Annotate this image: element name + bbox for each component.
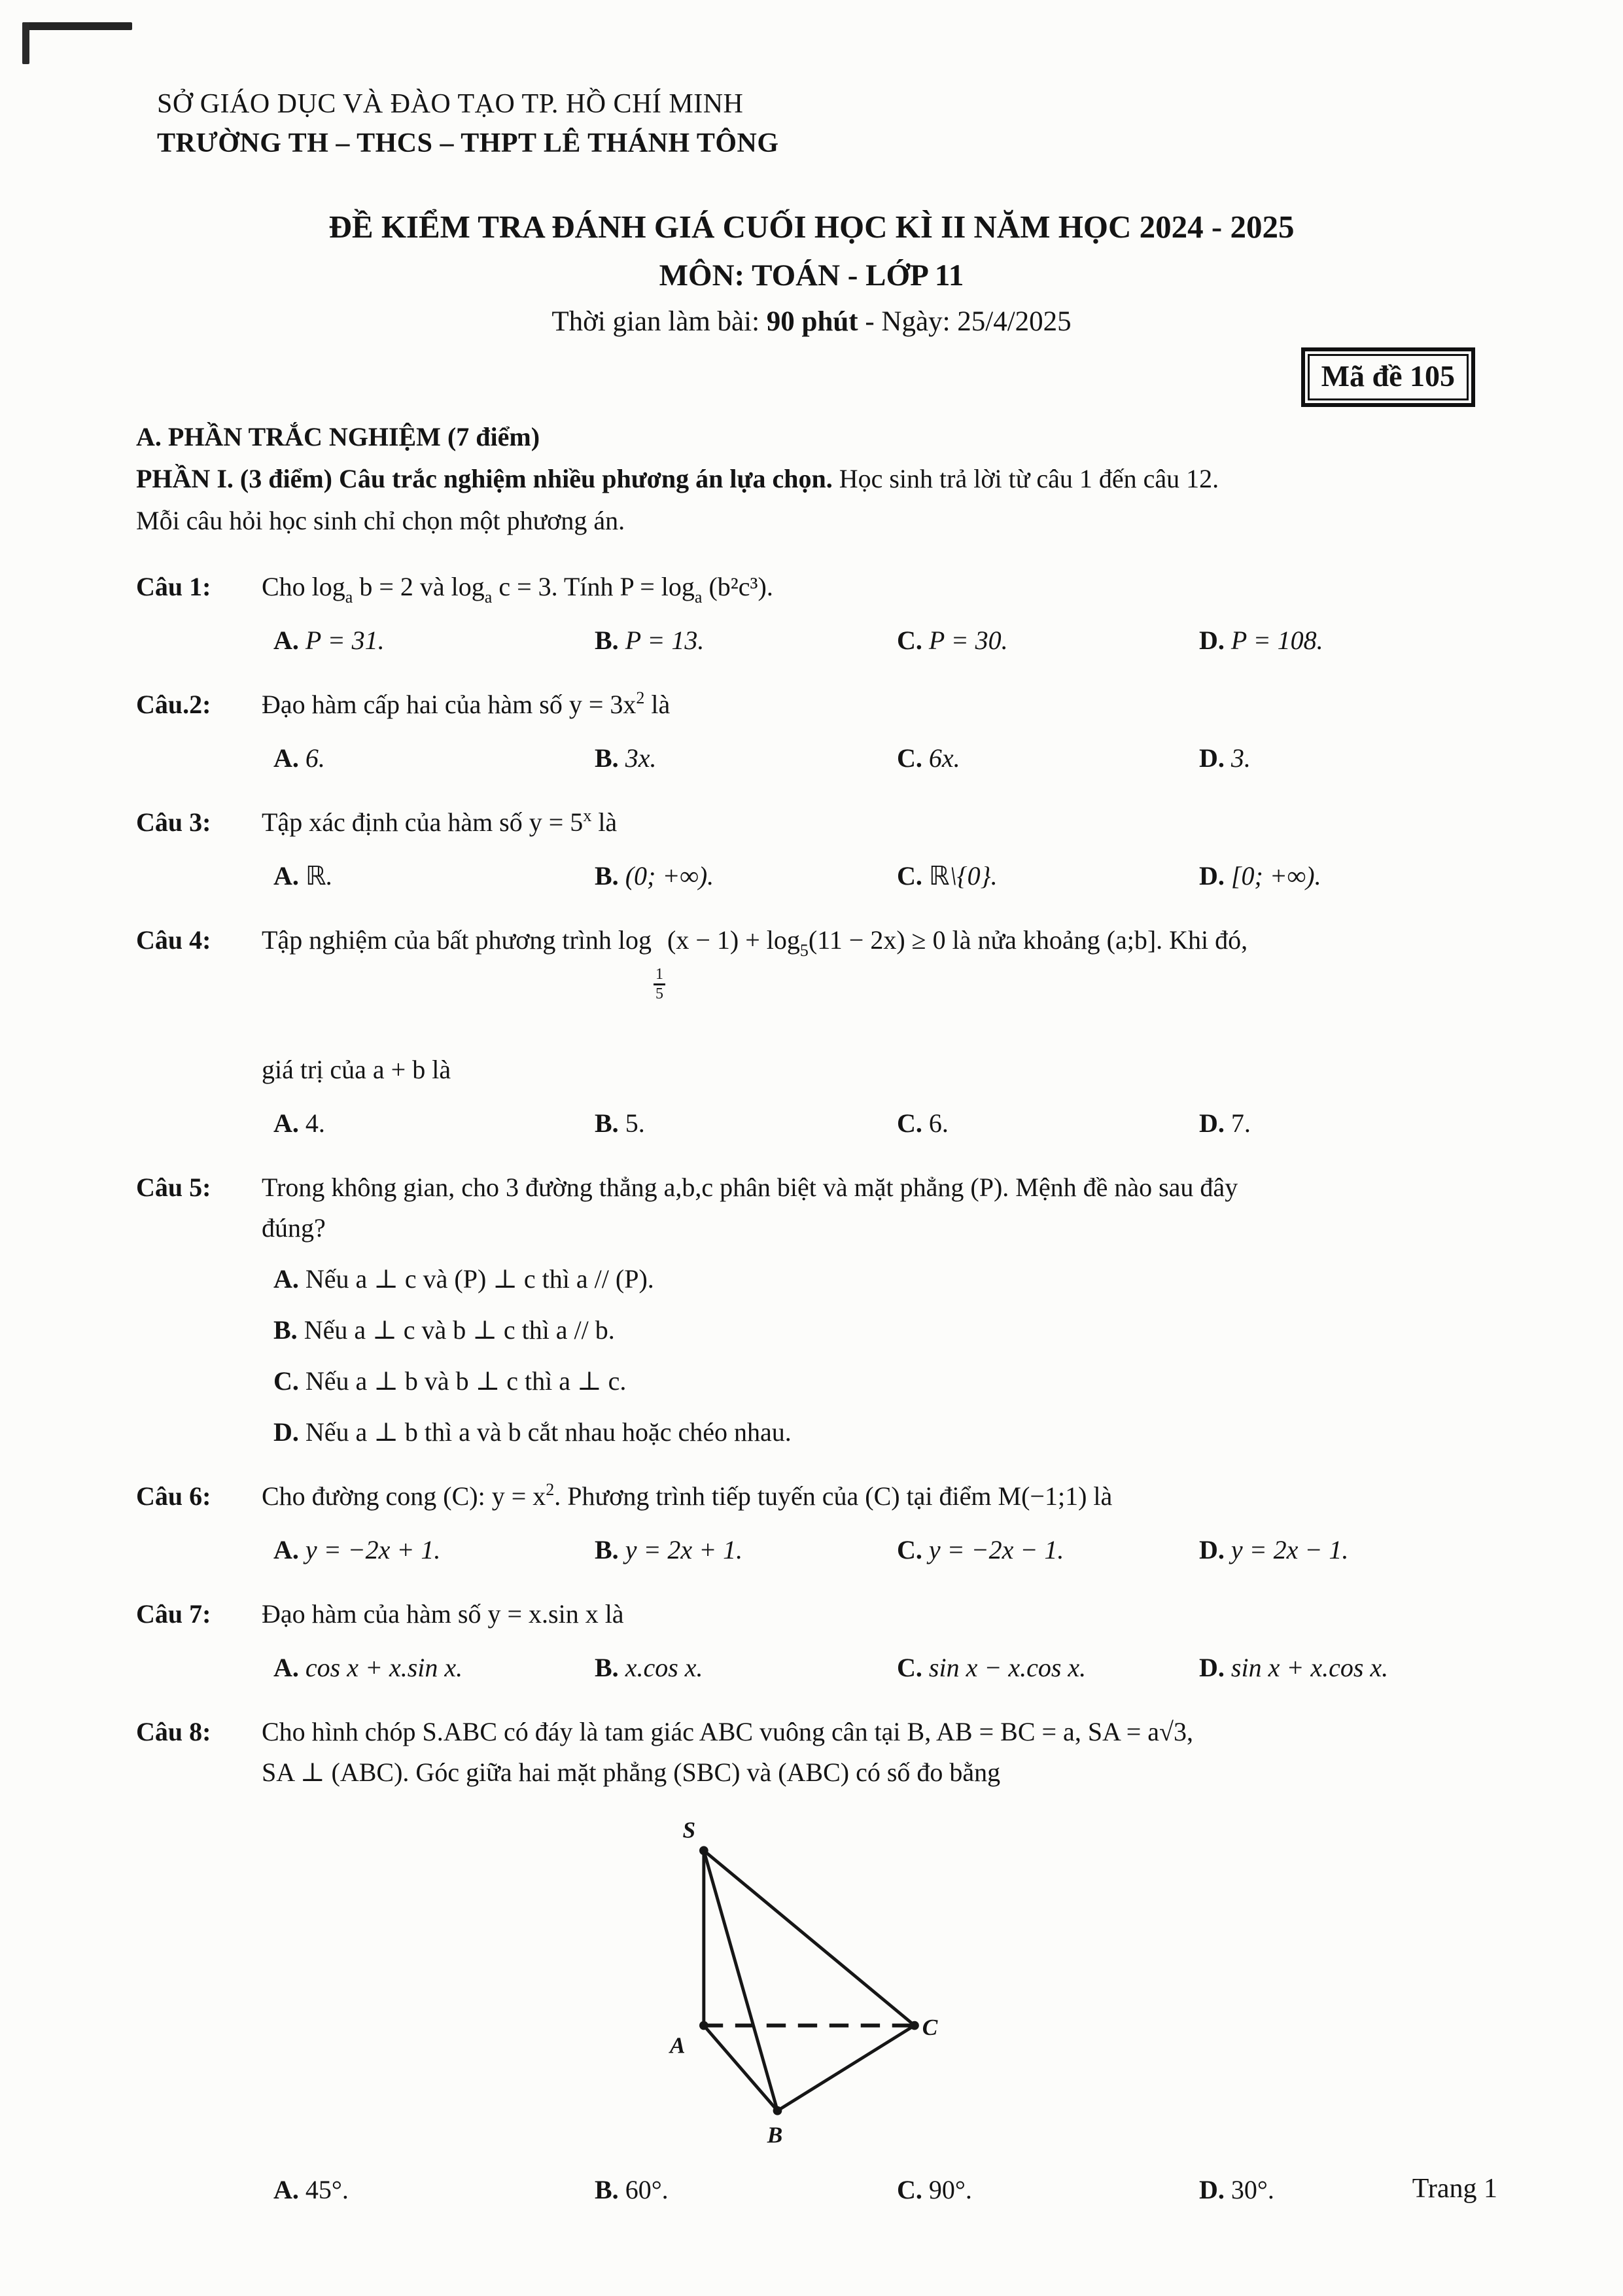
edge-BC	[777, 2026, 915, 2111]
vertex-C-dot	[910, 2021, 919, 2030]
options-row	[262, 1648, 1525, 1688]
exam-code-row	[0, 347, 1623, 407]
question-3	[136, 802, 1525, 896]
option-a: A. ℝ.	[273, 860, 333, 891]
figure-vertex-S: S	[682, 1818, 696, 1844]
question-8	[136, 1712, 1525, 2210]
option-b: B. P = 13.	[595, 625, 705, 655]
options-row	[262, 620, 1525, 661]
math-superscript: 2	[546, 1480, 555, 1500]
math-fraction: $\frac{1}{5}$	[654, 966, 665, 1003]
vertex-A-dot	[699, 2021, 708, 2030]
exam-time: Thời gian làm bài: 90 phút - Ngày: 25/4/2025	[551, 306, 1072, 337]
option-a: A. 45°.	[273, 2175, 349, 2205]
question-2	[136, 684, 1525, 779]
option-c: C. 6x.	[897, 743, 960, 773]
question-text-line2: SA ⊥ (ABC). Góc giữa hai mặt phẳng (SBC) và (ABC) có số đo bằng	[262, 1757, 1001, 1788]
option-d: D. Nếu a ⊥ b thì a và b cắt nhau hoặc chéo nhau.	[273, 1417, 792, 1447]
option-c: C. y = −2x − 1.	[897, 1535, 1064, 1565]
question-text: Cho hình chóp S.ABC có đáy là tam giác ABC vuông cân tại B, AB = BC = a, SA = a√3,	[262, 1717, 1194, 1747]
option-c: C. sin x − x.cos x.	[897, 1653, 1087, 1683]
part-instruction: PHẦN I. (3 điểm) Câu trắc nghiệm nhiều phương án lựa chọn. Học sinh trả lời từ câu 1 đến câu 12.	[136, 463, 1219, 493]
figure-vertex-C: C	[922, 2015, 938, 2041]
option-b: B. 5.	[595, 1108, 645, 1139]
option-a: A. 6.	[273, 743, 325, 773]
exam-code: Mã đề 105	[1308, 354, 1469, 400]
option-b: B. 60°.	[595, 2175, 669, 2205]
options-row	[262, 738, 1525, 779]
title-block	[0, 206, 1623, 340]
exam-code-box	[1301, 347, 1475, 407]
option-d: D. 30°.	[1199, 2175, 1274, 2205]
question-text: Tập xác định của hàm số $y = 5^x$ là	[262, 805, 618, 837]
figure-vertex-B: B	[767, 2123, 783, 2149]
pyramid-figure	[638, 1807, 945, 2154]
option-b: B. (0; +∞).	[595, 860, 714, 891]
math-subscript: a	[345, 587, 353, 607]
option-b: B. 3x.	[595, 743, 657, 773]
question-7	[136, 1594, 1525, 1688]
options-column	[262, 1259, 1525, 1453]
question-label: Câu 1:	[136, 571, 211, 601]
document-header	[0, 0, 1623, 163]
option-d: D. P = 108.	[1199, 625, 1323, 655]
question-label: Câu 4:	[136, 925, 211, 955]
figure-vertex-A: A	[669, 2033, 686, 2059]
question-text: Cho đường cong (C): $y = x^2$. Phương trình tiếp tuyến của (C) tại điểm M(−1;1) là	[262, 1480, 1113, 1511]
edge-SB	[704, 1851, 778, 2111]
options-row	[262, 1530, 1525, 1570]
option-a: A. y = −2x + 1.	[273, 1535, 441, 1565]
option-b: B. Nếu a ⊥ c và b ⊥ c thì a // b.	[273, 1315, 615, 1345]
question-label: Câu 3:	[136, 807, 211, 837]
question-6	[136, 1476, 1525, 1570]
math-subscript: 5	[799, 940, 809, 960]
option-c: C. P = 30.	[897, 625, 1008, 655]
option-d: D. [0; +∞).	[1199, 860, 1321, 891]
question-text: Đạo hàm của hàm số y = x.sin x là	[262, 1599, 624, 1629]
question-text-line2: đúng?	[262, 1213, 326, 1243]
question-label: Câu.2:	[136, 689, 211, 719]
question-text: Trong không gian, cho 3 đường thẳng a,b,c phân biệt và mặt phẳng (P). Mệnh đề nào sau đây	[262, 1173, 1238, 1203]
option-a: A. cos x + x.sin x.	[273, 1653, 463, 1683]
option-c: C. 6.	[897, 1108, 949, 1139]
section-intro	[0, 407, 1623, 542]
math-superscript: x	[583, 805, 592, 825]
option-b: B. y = 2x + 1.	[595, 1535, 743, 1565]
question-list	[0, 567, 1623, 2211]
question-label: Câu 5:	[136, 1173, 211, 1203]
exam-title: ĐỀ KIỂM TRA ĐÁNH GIÁ CUỐI HỌC KÌ II NĂM HỌC 2024 - 2025	[328, 209, 1295, 245]
options-row	[262, 1103, 1525, 1144]
question-label: Câu 7:	[136, 1599, 211, 1629]
page-number: Trang 1	[1412, 2174, 1497, 2204]
question-label: Câu 8:	[136, 1717, 211, 1747]
header-department: SỞ GIÁO DỤC VÀ ĐÀO TẠO TP. HỒ CHÍ MINH	[157, 89, 744, 119]
math-subscript: a	[484, 587, 493, 607]
option-c: C. ℝ\{0}.	[897, 860, 998, 891]
math-subscript: a	[694, 587, 703, 607]
question-5	[136, 1167, 1525, 1453]
exam-subject: MÔN: TOÁN - LỚP 11	[659, 258, 964, 292]
question-text: Tập nghiệm của bất phương trình log $\frac{1}{5}$ $(x - 1) + \log_5(11 - 2x) \ge 0$ là nửa khoảng (a;b]. Khi đó,	[262, 925, 1248, 1002]
question-4	[136, 920, 1525, 1144]
math-log: log	[618, 925, 652, 955]
option-a: A. 4.	[273, 1108, 325, 1139]
header-school: TRƯỜNG TH – THCS – THPT LÊ THÁNH TÔNG	[157, 128, 779, 158]
question-1	[136, 567, 1525, 661]
options-row	[262, 2170, 1525, 2210]
option-a: A. P = 31.	[273, 625, 385, 655]
option-b: B. x.cos x.	[595, 1653, 703, 1683]
question-text: Đạo hàm cấp hai của hàm số $y = 3x^2$ là	[262, 688, 671, 719]
math-superscript: 2	[636, 688, 645, 707]
option-c: C. 90°.	[897, 2175, 972, 2205]
option-d: D. 7.	[1199, 1108, 1251, 1139]
question-label: Câu 6:	[136, 1481, 211, 1511]
scan-corner-artifact	[22, 22, 132, 30]
option-d: D. y = 2x − 1.	[1199, 1535, 1349, 1565]
part-instruction-line2: Mỗi câu hỏi học sinh chỉ chọn một phương án.	[136, 505, 625, 535]
question-text-line2: giá trị của a + b là	[262, 1055, 451, 1085]
option-d: D. sin x + x.cos x.	[1199, 1653, 1389, 1683]
option-c: C. Nếu a ⊥ b và b ⊥ c thì a ⊥ c.	[273, 1366, 627, 1396]
section-heading: A. PHẦN TRẮC NGHIỆM (7 điểm)	[136, 421, 540, 451]
edge-SC	[704, 1851, 915, 2026]
option-a: A. Nếu a ⊥ c và (P) ⊥ c thì a // (P).	[273, 1264, 654, 1294]
vertex-S-dot	[699, 1846, 708, 1856]
question-text: Cho $\log_a b = 2$ và $\log_a c = 3$. Tính $P = \log_a (b^2c^3)$.	[262, 571, 773, 607]
option-d: D. 3.	[1199, 743, 1251, 773]
scan-corner-artifact	[22, 22, 29, 64]
vertex-B-dot	[773, 2106, 782, 2115]
options-row	[262, 856, 1525, 896]
